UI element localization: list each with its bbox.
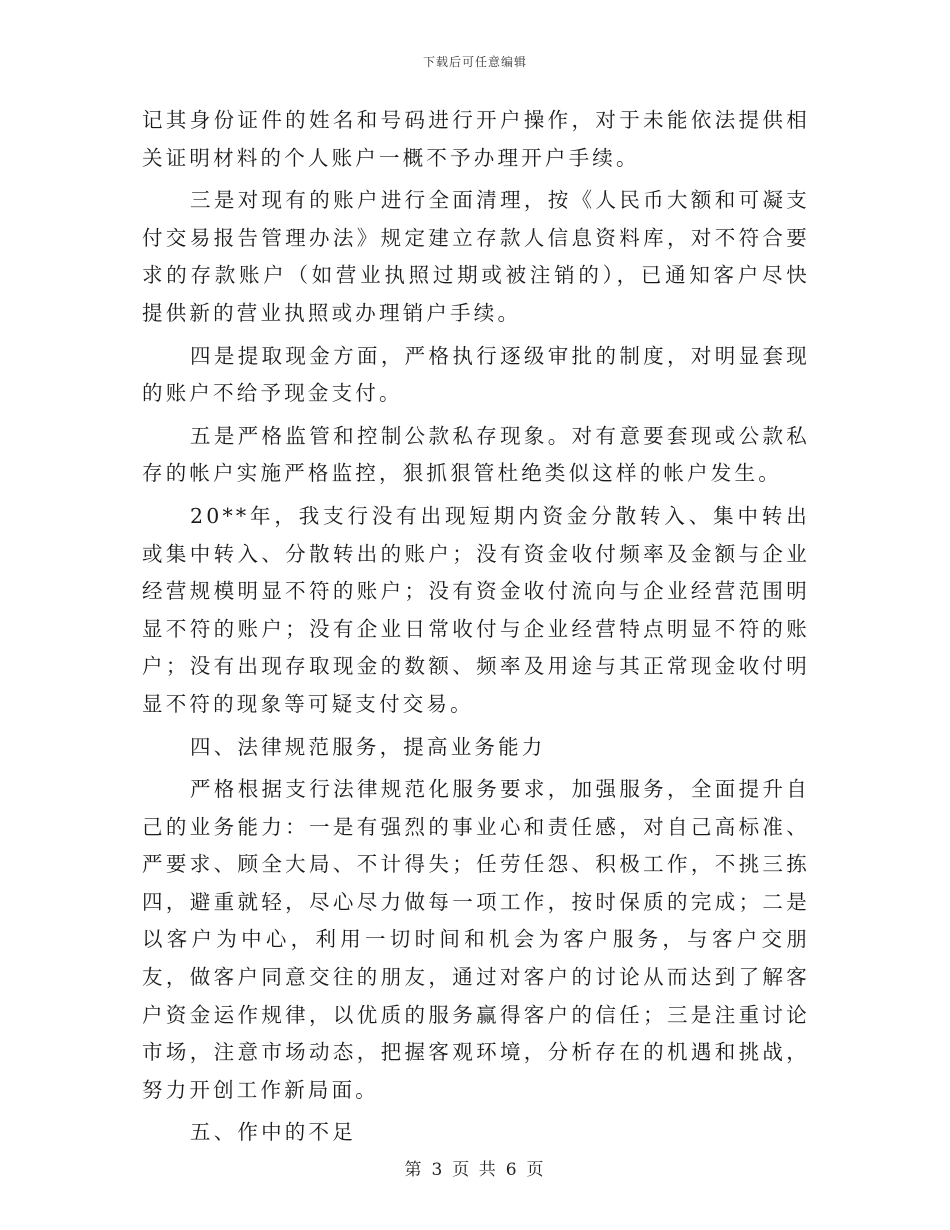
footer-suffix: 页 <box>526 1160 546 1180</box>
section-heading: 四、法律规范服务，提高业务能力 <box>190 734 546 759</box>
section-heading: 五、作中的不足 <box>190 1120 356 1145</box>
footer-middle: 页 共 <box>452 1160 498 1180</box>
paragraph: 20**年，我支行没有出现短期内资金分散转入、集中转出或集中转入、分散转出的账户；没有资金收付频率及金额与企业经营规模明显不符的账户；没有资金收付流向与企业经营范围明显不符的账户；没有企业日常收付与企业经营特点明显不符的账户；没有出现存取现金的数额、频率及用途与其正常现金收付明显不符的现象等可疑支付交易。 <box>142 503 810 716</box>
paragraph: 记其身份证件的姓名和号码进行开户操作，对于未能依法提供相关证明材料的个人账户一概不予办理开户手续。 <box>142 108 810 170</box>
document-body <box>142 102 810 1157</box>
total-page-number: 6 <box>505 1160 519 1180</box>
footer-prefix: 第 <box>404 1160 424 1180</box>
paragraph: 严格根据支行法律规范化服务要求，加强服务，全面提升自己的业务能力：一是有强烈的事业心和责任感，对自己高标准、严要求、顾全大局、不计得失；任劳任怨、积极工作，不挑三拣四，避重就轻，尽心尽力做每一项工作，按时保质的完成；二是以客户为中心，利用一切时间和机会为客户服务，与客户交朋友，做客户同意交往的朋友，通过对客户的讨论从而达到了解客户资金运作规律，以优质的服务赢得客户的信任；三是注重讨论市场，注意市场动态，把握客观环境，分析存在的机遇和挑战，努力开创工作新局面。 <box>142 777 810 1102</box>
current-page-number: 3 <box>431 1160 445 1180</box>
paragraph: 五是严格监管和控制公款私存现象。对有意要套现或公款私存的帐户实施严格监控，狠抓狠管杜绝类似这样的帐户发生。 <box>142 423 810 486</box>
paragraph: 四是提取现金方面，严格执行逐级审批的制度，对明显套现的账户不给予现金支付。 <box>142 343 810 406</box>
paragraph: 三是对现有的账户进行全面清理，按《人民币大额和可凝支付交易报告管理办法》规定建立存款人信息资料库，对不符合要求的存款账户（如营业执照过期或被注销的），已通知客户尽快提供新的营业执照或办理销户手续。 <box>142 188 810 325</box>
page-footer <box>0 1155 950 1180</box>
page-header: 下载后可任意编辑 <box>422 55 527 69</box>
